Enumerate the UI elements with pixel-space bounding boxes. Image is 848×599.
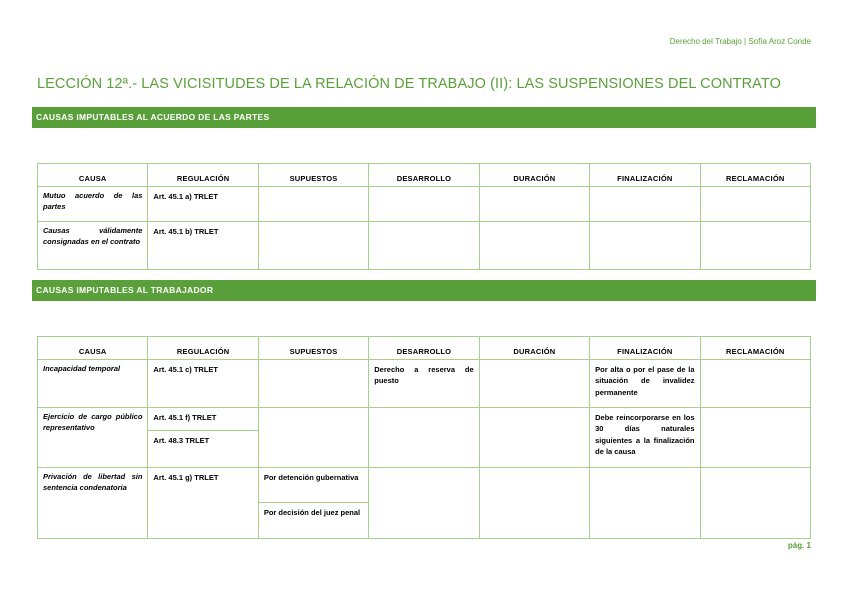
table-row	[38, 408, 811, 431]
cell-causa: Incapacidad temporal	[38, 360, 148, 408]
table-row	[38, 468, 811, 503]
section-heading-acuerdo: CAUSAS IMPUTABLES AL ACUERDO DE LAS PARTES	[32, 107, 816, 128]
column-header-regulacion: REGULACIÓN	[148, 164, 258, 187]
table-header-row	[38, 337, 811, 360]
cell-supuestos	[258, 187, 368, 222]
cell-supuestos	[258, 408, 368, 468]
table-trabajador	[37, 336, 811, 539]
section-heading-trabajador: CAUSAS IMPUTABLES AL TRABAJADOR	[32, 280, 816, 301]
column-header-duracion: DURACIÓN	[479, 337, 589, 360]
cell-reclamacion	[700, 468, 810, 539]
cell-regulacion: Art. 45.1 c) TRLET	[148, 360, 258, 408]
cell-regulacion: Art. 45.1 b) TRLET	[148, 222, 258, 270]
cell-supuestos	[258, 222, 368, 270]
cell-regulacion: Art. 45.1 f) TRLET	[148, 408, 258, 431]
table-row	[38, 360, 811, 408]
cell-causa: Mutuo acuerdo de las partes	[38, 187, 148, 222]
cell-desarrollo: Derecho a reserva de puesto	[369, 360, 479, 408]
table-row	[38, 222, 811, 270]
cell-finalizacion	[590, 187, 700, 222]
cell-desarrollo	[369, 187, 479, 222]
cell-supuestos: Por detención gubernativa	[258, 468, 368, 503]
cell-duracion	[479, 360, 589, 408]
cell-desarrollo	[369, 468, 479, 539]
column-header-desarrollo: DESARROLLO	[369, 337, 479, 360]
cell-supuestos: Por decisión del juez penal	[258, 503, 368, 539]
cell-causa: Causas válidamente consignadas en el contrato	[38, 222, 148, 270]
page-title: LECCIÓN 12ª.- LAS VICISITUDES DE LA RELACIÓN DE TRABAJO (II): LAS SUSPENSIONES DEL CONTRATO	[37, 76, 781, 92]
cell-desarrollo	[369, 408, 479, 468]
cell-finalizacion: Por alta o por el pase de la situación de invalidez permanente	[590, 360, 700, 408]
cell-finalizacion	[590, 468, 700, 539]
cell-regulacion: Art. 45.1 a) TRLET	[148, 187, 258, 222]
cell-reclamacion	[700, 360, 810, 408]
cell-duracion	[479, 408, 589, 468]
column-header-finalizacion: FINALIZACIÓN	[590, 337, 700, 360]
table-header-row	[38, 164, 811, 187]
column-header-desarrollo: DESARROLLO	[369, 164, 479, 187]
cell-desarrollo	[369, 222, 479, 270]
column-header-finalizacion: FINALIZACIÓN	[590, 164, 700, 187]
cell-regulacion: Art. 48.3 TRLET	[148, 431, 258, 468]
column-header-reclamacion: RECLAMACIÓN	[700, 164, 810, 187]
cell-reclamacion	[700, 187, 810, 222]
column-header-duracion: DURACIÓN	[479, 164, 589, 187]
cell-regulacion: Art. 45.1 g) TRLET	[148, 468, 258, 539]
cell-duracion	[479, 187, 589, 222]
cell-finalizacion	[590, 222, 700, 270]
column-header-supuestos: SUPUESTOS	[258, 337, 368, 360]
cell-reclamacion	[700, 408, 810, 468]
cell-reclamacion	[700, 222, 810, 270]
column-header-regulacion: REGULACIÓN	[148, 337, 258, 360]
column-header-causa: CAUSA	[38, 337, 148, 360]
column-header-causa: CAUSA	[38, 164, 148, 187]
column-header-supuestos: SUPUESTOS	[258, 164, 368, 187]
column-header-reclamacion: RECLAMACIÓN	[700, 337, 810, 360]
table-row	[38, 187, 811, 222]
cell-duracion	[479, 222, 589, 270]
cell-causa: Privación de libertad sin sentencia condenatoria	[38, 468, 148, 539]
cell-duracion	[479, 468, 589, 539]
page-number: pág. 1	[787, 541, 811, 550]
table-acuerdo	[37, 163, 811, 270]
cell-causa: Ejercicio de cargo público representativo	[38, 408, 148, 468]
cell-finalizacion: Debe reincorporarse en los 30 días naturales siguientes a la finalización de la causa	[590, 408, 700, 468]
document-header: Derecho del Trabajo | Sofía Aroz Conde	[669, 37, 811, 46]
cell-supuestos	[258, 360, 368, 408]
